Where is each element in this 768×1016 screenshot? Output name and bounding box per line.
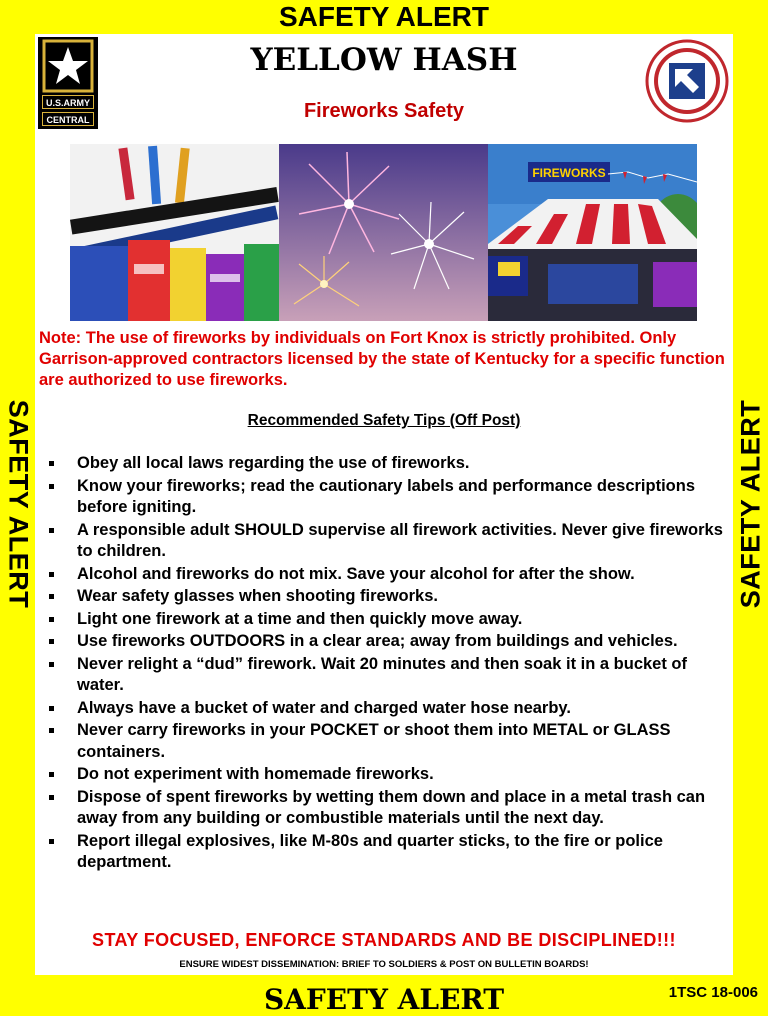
tip-item: [49, 764, 729, 786]
1tsc-arrow-logo-icon: [645, 39, 729, 123]
square-bullet-icon: [49, 728, 54, 733]
top-safety-alert-banner: SAFETY ALERT: [278, 1, 489, 32]
tip-text: Do not experiment with homemade fireworks.: [77, 765, 434, 783]
square-bullet-icon: [49, 662, 54, 667]
square-bullet-icon: [49, 839, 54, 844]
tip-item: [49, 698, 729, 720]
square-bullet-icon: [49, 528, 54, 533]
page-title: YELLOW HASH: [250, 42, 518, 78]
fireworks-display-photo: [279, 144, 488, 321]
fort-knox-prohibition-note: Note: The use of fireworks by individuals on Fort Knox is strictly prohibited. Only Garrison-approved contractors licensed by the state of Kentucky for a specific function are authorized to use fireworks.: [39, 329, 725, 389]
discipline-slogan: STAY FOCUSED, ENFORCE STANDARDS AND BE DISCIPLINED!!!: [92, 930, 676, 950]
alert-panel: [35, 34, 733, 975]
logo-text-central: CENTRAL: [42, 112, 94, 126]
photo-strip: [70, 144, 697, 321]
right-safety-alert-banner: [733, 389, 768, 619]
bottom-safety-alert-banner: [0, 975, 768, 1016]
tip-item: [49, 564, 729, 586]
safety-tips-heading: Recommended Safety Tips (Off Post): [247, 412, 521, 429]
dissemination-instruction: ENSURE WIDEST DISSEMINATION: BRIEF TO SOLDIERS & POST ON BULLETIN BOARDS!: [179, 959, 589, 970]
tip-text: A responsible adult SHOULD supervise all firework activities. Never give fireworks to children.: [77, 520, 723, 560]
tip-item: [49, 787, 729, 830]
tip-text: Use fireworks OUTDOORS in a clear area; away from buildings and vehicles.: [77, 632, 678, 650]
tip-text: Report illegal explosives, like M-80s and quarter sticks, to the fire or police department.: [77, 831, 663, 871]
safety-tips-list: [49, 453, 729, 875]
square-bullet-icon: [49, 706, 54, 711]
tip-text: Alcohol and fireworks do not mix. Save your alcohol for after the show.: [77, 564, 635, 583]
tip-item: [49, 720, 729, 763]
right-banner-text: SAFETY ALERT: [735, 399, 765, 609]
tip-text: Wear safety glasses when shooting fireworks.: [77, 587, 438, 605]
square-bullet-icon: [49, 484, 54, 489]
tip-item: [49, 453, 729, 475]
tip-text: Obey all local laws regarding the use of fireworks.: [77, 454, 470, 472]
tip-item: [49, 609, 729, 631]
tip-item: [49, 520, 729, 563]
square-bullet-icon: [49, 772, 54, 777]
tip-item: [49, 586, 729, 608]
bottom-banner-text: SAFETY ALERT: [263, 983, 505, 1016]
fireworks-packages-photo: [70, 144, 279, 321]
square-bullet-icon: [49, 639, 54, 644]
tip-text: Light one firework at a time and then quickly move away.: [77, 609, 523, 628]
square-bullet-icon: [49, 594, 54, 599]
tip-item: [49, 476, 729, 519]
tip-text: Dispose of spent fireworks by wetting them down and place in a metal trash can away from any building or combustible materials until the next day.: [77, 787, 706, 827]
tip-text: Never carry fireworks in your POCKET or shoot them into METAL or GLASS containers.: [77, 721, 671, 761]
fireworks-tent-photo: [488, 144, 697, 321]
fireworks-sign-text: FIREWORKS: [532, 166, 606, 180]
logo-text-army: U.S.ARMY: [42, 95, 94, 109]
army-star-icon: [38, 37, 98, 95]
us-army-central-logo: [38, 37, 98, 129]
document-code: 1TSC 18-006: [668, 984, 758, 1001]
square-bullet-icon: [49, 461, 54, 466]
left-banner-text: SAFETY ALERT: [3, 399, 33, 609]
tip-text: Never relight a “dud” firework. Wait 20 minutes and then soak it in a bucket of water.: [77, 654, 688, 694]
tip-item: [49, 654, 729, 697]
left-safety-alert-banner: [0, 389, 35, 619]
tip-text: Know your fireworks; read the cautionary labels and performance descriptions before igniting.: [77, 476, 695, 516]
square-bullet-icon: [49, 617, 54, 622]
tip-text: Always have a bucket of water and charged water hose nearby.: [77, 698, 571, 717]
tip-item: [49, 831, 729, 874]
square-bullet-icon: [49, 795, 54, 800]
tip-item: [49, 631, 729, 653]
square-bullet-icon: [49, 572, 54, 577]
page-subtitle: Fireworks Safety: [303, 100, 465, 122]
